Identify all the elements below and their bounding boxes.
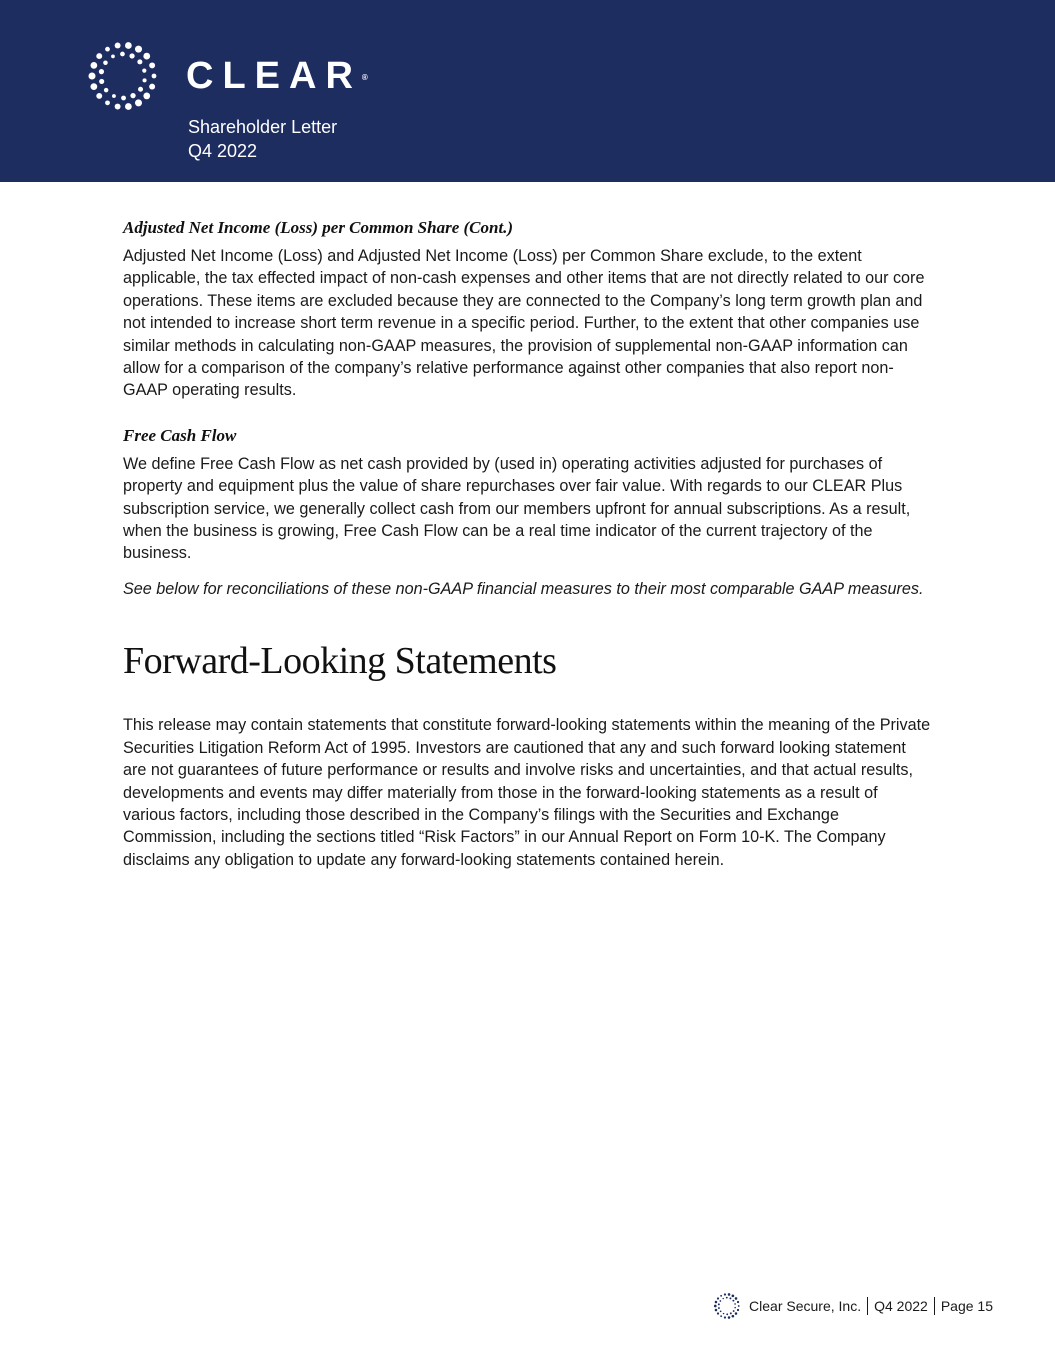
logo-dot [726,1313,728,1315]
clear-footer-logo-icon [713,1292,741,1320]
logo-dot [726,1297,728,1299]
subtitle-line-2: Q4 2022 [188,141,258,161]
logo-dot [115,43,121,49]
logo-dot [732,1315,735,1318]
logo-dot [717,1297,719,1299]
logo-dot [720,1315,722,1317]
logo-dot [730,1312,732,1314]
logo-dot [149,62,155,68]
clear-logo-icon [86,40,160,112]
logo-dot [91,83,98,90]
logo-dot [96,53,102,59]
logo-dot [91,62,98,69]
logo-dot [737,1309,739,1311]
page-content [123,216,933,884]
logo-dot [115,104,121,110]
logo-dot [717,1312,719,1314]
adjusted-net-income-heading: Adjusted Net Income (Loss) per Common Share (Cont.) [123,218,514,237]
footer-company: Clear Secure, Inc. [749,1298,862,1314]
logo-dot [718,1303,720,1305]
logo-dot [112,94,116,98]
footer-page-number: Page 15 [940,1298,993,1314]
forward-looking-title: Forward-Looking Statements [123,640,557,683]
brand-wordmark [186,54,368,98]
logo-dot [137,59,142,64]
logo-dot [728,1293,731,1296]
logo-dot [734,1303,736,1305]
logo-dot [121,96,126,101]
logo-dot [96,93,102,99]
logo-dot [138,87,143,92]
logo-dot [738,1305,740,1307]
logo-dot [88,72,95,79]
free-cash-flow-paragraph: We define Free Cash Flow as net cash provided by (used in) operating activities adjusted for purchases of property and equipment plus the value of share repurchases over fair value. With regards to our CLEAR Plus subscription service, we generally collect cash from our members upfront for annual subscriptions. As a result, when the business is growing, Free Cash Flow can be a real time indicator of the current trajectory of the business. [123,454,911,563]
logo-dot [728,1316,731,1319]
logo-dot [143,93,150,100]
logo-dot [720,1295,722,1297]
logo-dot [720,1311,722,1313]
page-header [0,0,1055,182]
subtitle-line-1: Shareholder Letter [188,117,338,137]
forward-looking-paragraph: This release may contain statements that constitute forward-looking statements within the meaning of the Private Securities Litigation Reform Act of 1995. Investors are cautioned that any and such forward looking statement are not guarantees of future performance or results and involve risks and uncertainties, and that actual results, developments and events may differ materially from those in the forward-looking statements as a result of various factors, including those described in the Company’s filings with the Securities and Exchange Commission, including the sections titled “Risk Factors” in our Annual Report on Form 10-K. The Company disclaims any obligation to update any forward-looking statements contained herein. [123,716,931,869]
logo-dot [129,53,134,58]
logo-dot [111,55,115,59]
logo-dot [143,78,147,82]
logo-dot [125,103,132,110]
logo-dot [723,1298,724,1299]
page-footer [713,1291,993,1321]
logo-dot [125,42,132,49]
logo-dot [714,1305,717,1308]
logo-dot [720,1300,722,1302]
logo-dot [734,1307,736,1309]
document-subtitle [188,115,337,163]
logo-dot [105,100,110,105]
logo-dot [149,84,155,90]
logo-dot [99,79,104,84]
logo-dot [715,1309,718,1312]
logo-dot [130,93,135,98]
logo-dot [99,69,104,74]
footer-divider [867,1297,868,1315]
adjusted-net-income-paragraph: Adjusted Net Income (Loss) and Adjusted Net Income (Loss) per Common Share exclude, to the extent applicable, the tax effected impact of non-cash expenses and other items that are not directly related to our core operations. These items are excluded because they are connected to the Company’s long term growth plan and not intended to increase short term revenue in a specific period. Further, to the extent that other companies use similar methods in calculating non-GAAP measures, the provision of supplemental non-GAAP information can allow for a comparison of the company’s relative performance against other companies that also report non-GAAP operating results. [123,247,925,400]
logo-dot [103,60,108,65]
logo-dot [724,1293,726,1295]
logo-dot [724,1316,726,1318]
logo-dot [718,1307,720,1309]
logo-dot [732,1295,735,1298]
brand-name: CLEAR [186,55,362,97]
logo-dot [733,1310,735,1312]
logo-dot [104,88,108,92]
free-cash-flow-heading: Free Cash Flow [123,425,237,445]
logo-dot [135,99,142,106]
logo-dot [143,53,150,60]
footer-period: Q4 2022 [874,1298,928,1314]
logo-dot [715,1301,718,1304]
logo-dot [735,1297,738,1300]
logo-dot [105,47,110,52]
logo-dot [737,1301,739,1303]
logo-dot [120,52,125,57]
logo-dot [735,1312,738,1315]
footer-divider [934,1297,935,1315]
logo-dot [732,1300,734,1302]
trademark-symbol: ® [361,73,368,82]
reconciliation-note: See below for reconciliations of these non-GAAP financial measures to their most comparable GAAP measures. [123,579,924,598]
logo-dot [142,68,146,72]
logo-dot [729,1297,731,1299]
logo-dot [152,74,157,79]
logo-dot [723,1313,724,1314]
logo-dot [135,46,142,53]
